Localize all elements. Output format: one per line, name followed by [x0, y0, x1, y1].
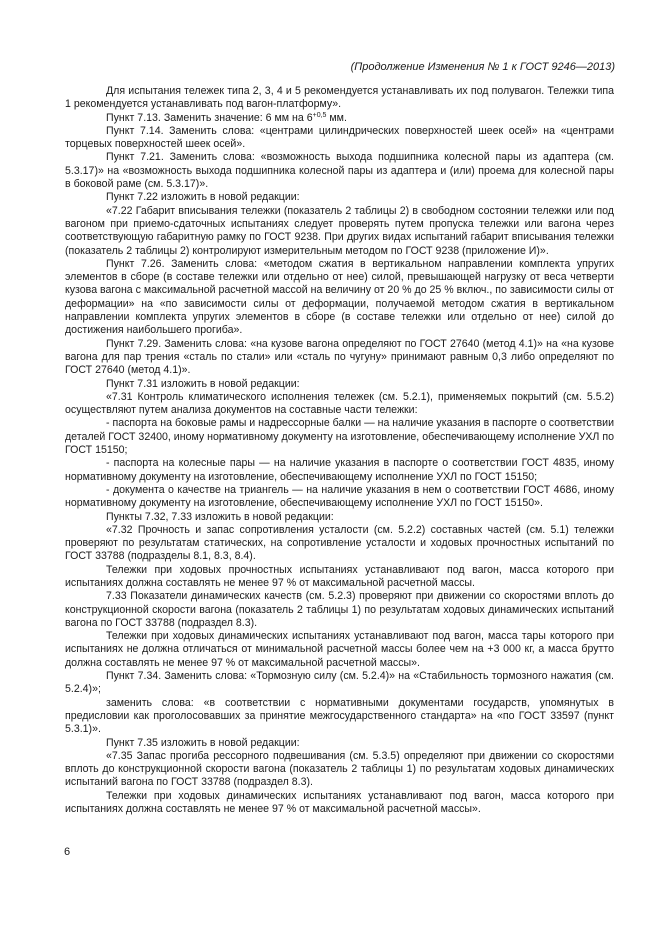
paragraph: Пункт 7.34. Заменить слова: «Тормозную силу (см. 5.2.4)» на «Стабильность тормозного нажатия (см. 5.2.4)»;: [65, 670, 614, 696]
paragraph-text: Пункт 7.13. Заменить значение: 6 мм на 6: [106, 111, 313, 124]
paragraph-7-13: [65, 112, 614, 125]
paragraph: Пункты 7.32, 7.33 изложить в новой редакции:: [106, 510, 334, 523]
paragraph: заменить слова: «в соответствии с нормативными документами государств, упомянутых в предисловии как проголосовавших за принятие межгосударственного стандарта» на «по ГОСТ 33597 (пункт 5.3.1)».: [65, 696, 614, 736]
paragraph-tail: мм.: [326, 111, 347, 124]
paragraph: Тележки при ходовых прочностных испытаниях устанавливают под вагон, масса которого при испытаниях должна составлять не менее 97 % от максимальной расчетной массы.: [65, 563, 614, 589]
paragraph: Для испытания тележек типа 2, 3, 4 и 5 рекомендуется устанавливать их под полувагон. Тележки типа 1 рекомендуется устанавливать под вагон-платформу».: [65, 85, 614, 111]
paragraph: Пункт 7.31 изложить в новой редакции:: [106, 377, 300, 390]
running-header: (Продолжение Изменения № 1 к ГОСТ 9246—2013): [350, 61, 615, 73]
document-body: [65, 85, 614, 816]
paragraph: Пункт 7.22 изложить в новой редакции:: [106, 191, 300, 204]
paragraph: «7.22 Габарит вписывания тележки (показатель 2 таблицы 2) в свободном состоянии тележки или под вагоном при приемо-сдаточных испытаниях следует проверять путем пропуска тележки или вагона через соответствующую габаритную рамку по ГОСТ 9238. При других видах испытаний габарит вписывания тележки (показатель 2 таблицы 2) контролируют измерительным методом по ГОСТ 9238 (приложение И)».: [65, 204, 614, 257]
paragraph: «7.32 Прочность и запас сопротивления усталости (см. 5.2.2) составных частей (см. 5.1) тележки проверяют по результатам статических, на сопротивление усталости и ходовых прочностных испытаний по ГОСТ 33788 (подразделы 8.1, 8.3, 8.4).: [65, 523, 614, 563]
tolerance-superscript: +0,5: [312, 111, 327, 119]
list-item: - паспорта на боковые рамы и надрессорные балки — на наличие указания в паспорте о соответствии деталей ГОСТ 32400, иному нормативному документу на изготовление, обеспечивающему исполнение УХЛ по ГОСТ 15150;: [65, 417, 614, 457]
paragraph: «7.31 Контроль климатического исполнения тележек (см. 5.2.1), применяемых покрытий (см. 5.5.2) осуществляют путем анализа документов на составные части тележки:: [65, 390, 614, 417]
list-item: - документа о качестве на триангель — на наличие указания в нем о соответствии ГОСТ 4686, иному нормативному документу на изготовление, обеспечивающему исполнение УХЛ по ГОСТ 15150».: [65, 483, 614, 510]
paragraph: Пункт 7.29. Заменить слова: «на кузове вагона определяют по ГОСТ 27640 (метод 4.1)» на «на кузове вагона для пар трения «сталь по стали» или «сталь по чугуну» принимают равным 0,3 либо определяют по ГОСТ 27640 (метод 4.1)».: [65, 337, 614, 377]
paragraph: Тележки при ходовых динамических испытаниях устанавливают под вагон, масса тары которого при испытаниях не должна отличаться от минимальной расчетной массы более чем на +3 000 кг, а масса брутто должна составлять не менее 97 % от максимальной расчетной массы».: [65, 630, 614, 669]
paragraph: Тележки при ходовых динамических испытаниях устанавливают под вагон, масса которого при испытаниях должна составлять не менее 97 % от максимальной расчетной массы».: [65, 789, 614, 816]
paragraph: «7.35 Запас прогиба рессорного подвешивания (см. 5.3.5) определяют при движении со скоростями вплоть до конструкционной скорости вагона (показатель 2 таблицы 1) по результатам ходовых динамических испытаний вагона по ГОСТ 33788 (подраздел 8.3).: [65, 749, 614, 789]
paragraph: 7.33 Показатели динамических качеств (см. 5.2.3) проверяют при движении со скоростями вплоть до конструкционной скорости вагона (показатель 2 таблицы 1) по результатам ходовых динамических испытаний вагона по ГОСТ 33788 (подраздел 8.3).: [65, 590, 614, 629]
paragraph: Пункт 7.26. Заменить слова: «методом сжатия в вертикальном направлении комплекта упругих элементов в сборе (в составе тележки или отдельно от нее) силой, превышающей нагрузку от веса четверти кузова вагона с максимальной расчетной массой на величину от 20 % до 25 % включ., по зависимости силы от деформации» на «по зависимости силы от деформации, получаемой методом сжатия в вертикальном направлении комплекта упругих элементов в сборе (в составе тележки или отдельно от нее) силой до достижения наибольшего прогиба».: [65, 257, 614, 337]
list-item: - паспорта на колесные пары — на наличие указания в паспорте о соответствии ГОСТ 4835, иному нормативному документу на изготовление, обеспечивающему исполнение УХЛ по ГОСТ 15150;: [65, 457, 614, 483]
paragraph: Пункт 7.14. Заменить слова: «центрами цилиндрических поверхностей шеек осей» на «центрами торцевых поверхностей шеек осей».: [65, 124, 614, 151]
page-number: 6: [64, 846, 71, 858]
paragraph: Пункт 7.21. Заменить слова: «возможность выхода подшипника колесной пары из адаптера (см. 5.3.17)» на «возможность выхода подшипника колесной пары из адаптера и (или) проема для колесной пары в боковой раме (см. 5.3.17)».: [65, 151, 614, 191]
paragraph: Пункт 7.35 изложить в новой редакции:: [106, 736, 300, 749]
